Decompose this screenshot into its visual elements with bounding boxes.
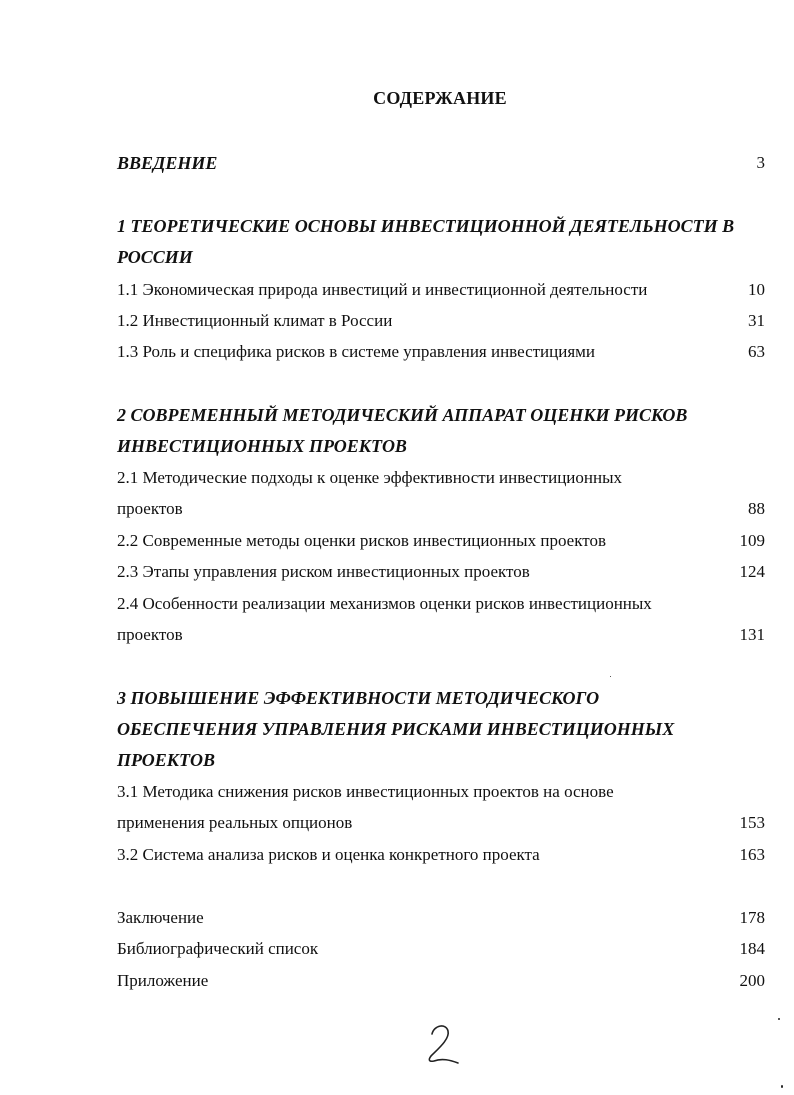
toc-section-label: 1.2 Инвестиционный климат в России xyxy=(117,311,393,330)
chapter-1-heading-line-1: 1 ТЕОРЕТИЧЕСКИЕ ОСНОВЫ ИНВЕСТИЦИОННОЙ ДЕЯТЕЛЬНОСТИ В xyxy=(117,216,735,236)
toc-section-label: 3.1 Методика снижения рисков инвестиционных проектов на основе xyxy=(117,782,614,801)
toc-section-2-4[interactable] xyxy=(117,592,765,616)
toc-section-2-4-cont xyxy=(117,623,765,647)
toc-section-label: 2.2 Современные методы оценки рисков инвестиционных проектов xyxy=(117,531,606,550)
toc-section-2-1[interactable] xyxy=(117,466,765,490)
toc-section-page: 124 xyxy=(739,562,765,581)
toc-section-2-2[interactable] xyxy=(117,529,765,553)
chapter-1-heading-line-2: РОССИИ xyxy=(117,247,193,267)
chapter-2-heading[interactable] xyxy=(117,403,765,427)
toc-section-label: 3.2 Система анализа рисков и оценка конкретного проекта xyxy=(117,845,540,864)
toc-section-page: 109 xyxy=(739,531,765,550)
toc-section-page: 10 xyxy=(748,280,765,299)
toc-section-page: 88 xyxy=(748,499,765,518)
toc-section-label-cont: проектов xyxy=(117,499,183,518)
toc-section-page: 31 xyxy=(748,311,765,330)
scan-speck xyxy=(778,1018,780,1020)
toc-section-page: 131 xyxy=(739,625,765,644)
toc-section-2-1-cont xyxy=(117,497,765,521)
toc-backmatter-label: Приложение xyxy=(117,971,209,990)
toc-section-2-3[interactable] xyxy=(117,560,765,584)
chapter-1-heading[interactable] xyxy=(117,214,765,238)
chapter-3-heading-line-3: ПРОЕКТОВ xyxy=(117,750,215,770)
toc-section-3-2[interactable] xyxy=(117,843,765,867)
chapter-2-heading-line-2: ИНВЕСТИЦИОННЫХ ПРОЕКТОВ xyxy=(117,436,407,456)
toc-section-1-1[interactable] xyxy=(117,278,765,302)
toc-section-label: 2.1 Методические подходы к оценке эффективности инвестиционных xyxy=(117,468,623,487)
toc-intro[interactable] xyxy=(117,151,765,175)
chapter-1-heading-cont xyxy=(117,245,765,269)
toc-backmatter-label: Библиографический список xyxy=(117,939,319,958)
toc-section-label-cont: применения реальных опционов xyxy=(117,813,353,832)
page-title: СОДЕРЖАНИЕ xyxy=(373,88,507,108)
toc-section-3-1[interactable] xyxy=(117,780,765,804)
chapter-2-heading-cont xyxy=(117,434,765,458)
chapter-3-heading-cont-1 xyxy=(117,717,765,741)
toc-backmatter-page: 178 xyxy=(739,908,765,927)
toc-backmatter-page: 200 xyxy=(739,971,765,990)
chapter-2-heading-line-1: 2 СОВРЕМЕННЫЙ МЕТОДИЧЕСКИЙ АППАРАТ ОЦЕНКИ РИСКОВ xyxy=(117,405,688,425)
scan-speck xyxy=(610,676,611,677)
toc-section-label: 2.4 Особенности реализации механизмов оценки рисков инвестиционных xyxy=(117,594,652,613)
toc-section-page: 163 xyxy=(739,845,765,864)
chapter-3-heading-line-2: ОБЕСПЕЧЕНИЯ УПРАВЛЕНИЯ РИСКАМИ ИНВЕСТИЦИОННЫХ xyxy=(117,719,675,739)
toc-appendix[interactable] xyxy=(117,969,765,993)
toc-section-3-1-cont xyxy=(117,811,765,835)
toc-section-1-2[interactable] xyxy=(117,309,765,333)
toc-section-label: 1.3 Роль и специфика рисков в системе управления инвестициями xyxy=(117,342,596,361)
toc-section-page: 63 xyxy=(748,342,765,361)
toc-intro-page: 3 xyxy=(756,153,765,172)
toc-section-label: 1.1 Экономическая природа инвестиций и инвестиционной деятельности xyxy=(117,280,648,299)
chapter-3-heading[interactable] xyxy=(117,686,765,710)
toc-section-label-cont: проектов xyxy=(117,625,183,644)
scan-speck xyxy=(781,1085,783,1088)
toc-conclusion[interactable] xyxy=(117,906,765,930)
toc-section-page: 153 xyxy=(739,813,765,832)
chapter-3-heading-cont-2 xyxy=(117,748,765,772)
toc-bibliography[interactable] xyxy=(117,937,765,961)
toc-backmatter-label: Заключение xyxy=(117,908,204,927)
toc-backmatter-page: 184 xyxy=(739,939,765,958)
handwritten-page-number xyxy=(424,1022,464,1066)
toc-section-1-3[interactable] xyxy=(117,340,765,364)
toc-intro-label: ВВЕДЕНИЕ xyxy=(117,153,218,173)
toc-section-label: 2.3 Этапы управления риском инвестиционных проектов xyxy=(117,562,530,581)
chapter-3-heading-line-1: 3 ПОВЫШЕНИЕ ЭФФЕКТИВНОСТИ МЕТОДИЧЕСКОГО xyxy=(117,688,600,708)
